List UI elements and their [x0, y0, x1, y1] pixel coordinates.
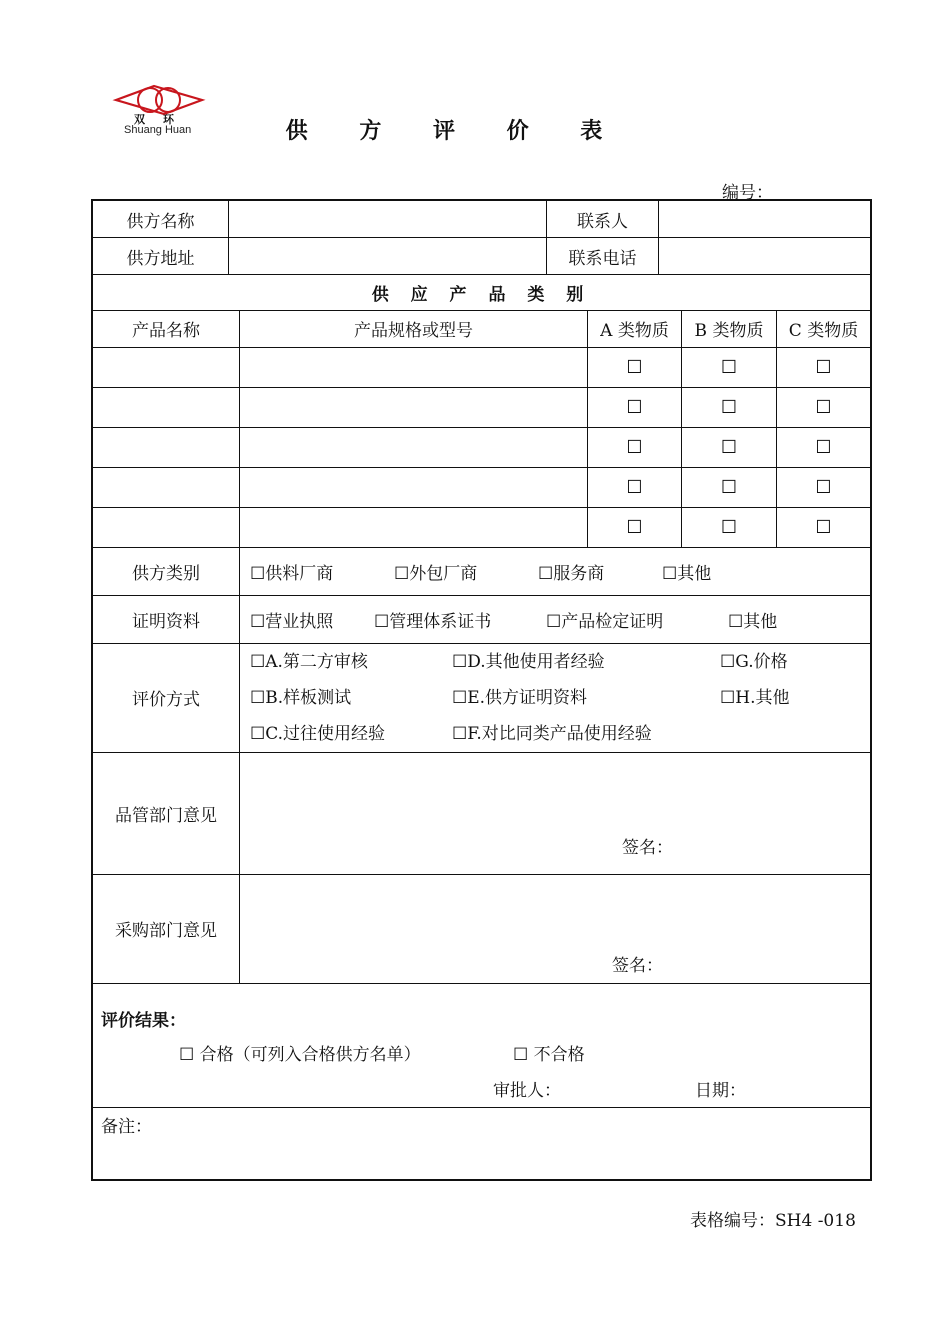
- page-title: 供 方 评 价 表: [285, 118, 625, 144]
- class-c-checkbox[interactable]: ☐: [777, 347, 871, 387]
- supplier-type-option-service[interactable]: ☐服务商: [538, 563, 605, 584]
- class-a-checkbox[interactable]: ☐: [588, 467, 682, 507]
- product-name-cell[interactable]: [93, 507, 240, 547]
- product-spec-cell[interactable]: [240, 467, 588, 507]
- result-pass-option[interactable]: ☐ 合格（可列入合格供方名单）: [179, 1044, 421, 1065]
- purchase-signature-label: 签名：: [612, 955, 663, 976]
- class-b-checkbox[interactable]: ☐: [682, 347, 777, 387]
- phone-label: 联系电话: [547, 238, 659, 275]
- quality-opinion-label: 品管部门意见: [93, 752, 240, 874]
- supplier-address-field[interactable]: [229, 238, 547, 275]
- table-row: [93, 427, 871, 467]
- class-b-checkbox[interactable]: ☐: [682, 387, 777, 427]
- method-option-d[interactable]: ☐D.其他使用者经验: [452, 651, 605, 672]
- quality-signature-label: 签名：: [622, 837, 673, 858]
- evaluation-method-label: 评价方式: [93, 643, 240, 752]
- class-a-checkbox[interactable]: ☐: [588, 387, 682, 427]
- remarks-label: 备注：: [101, 1116, 152, 1137]
- table-row: [93, 347, 871, 387]
- class-c-checkbox[interactable]: ☐: [777, 467, 871, 507]
- col-class-c: C 类物质: [777, 311, 871, 347]
- class-c-checkbox[interactable]: ☐: [777, 507, 871, 547]
- product-table: [92, 311, 871, 1180]
- product-name-cell[interactable]: [93, 347, 240, 387]
- form-code: 表格编号：SH4 -018: [690, 1211, 856, 1231]
- approver-label: 审批人：: [493, 1080, 561, 1101]
- method-option-c[interactable]: ☐C.过往使用经验: [250, 723, 386, 744]
- product-name-cell[interactable]: [93, 387, 240, 427]
- product-spec-cell[interactable]: [240, 507, 588, 547]
- product-spec-cell[interactable]: [240, 387, 588, 427]
- method-option-a[interactable]: ☐A.第二方审核: [250, 651, 368, 672]
- product-spec-cell[interactable]: [240, 427, 588, 467]
- supplier-address-label: 供方地址: [93, 238, 229, 275]
- certificates-options: [240, 595, 871, 643]
- class-a-checkbox[interactable]: ☐: [588, 427, 682, 467]
- supplier-info-table: [92, 200, 871, 311]
- supplier-type-label: 供方类别: [93, 547, 240, 595]
- class-c-checkbox[interactable]: ☐: [777, 387, 871, 427]
- method-option-e[interactable]: ☐E.供方证明资料: [452, 687, 588, 708]
- certificates-label: 证明资料: [93, 595, 240, 643]
- logo-english-text: Shuang Huan: [124, 124, 192, 136]
- supplier-type-option-other[interactable]: ☐其他: [662, 563, 712, 584]
- method-option-b[interactable]: ☐B.样板测试: [250, 687, 352, 708]
- contact-field[interactable]: [659, 201, 871, 238]
- method-option-h[interactable]: ☐H.其他: [720, 687, 790, 708]
- table-row: [93, 467, 871, 507]
- purchase-opinion-field[interactable]: [240, 874, 871, 983]
- product-name-cell[interactable]: [93, 427, 240, 467]
- class-a-checkbox[interactable]: ☐: [588, 347, 682, 387]
- quality-opinion-field[interactable]: [240, 752, 871, 874]
- method-option-g[interactable]: ☐G.价格: [720, 651, 788, 672]
- table-row: [93, 387, 871, 427]
- supplier-type-options: [240, 547, 871, 595]
- evaluation-result-section: [93, 983, 871, 1107]
- product-section-title: 供 应 产 品 类 别: [93, 275, 871, 311]
- class-b-checkbox[interactable]: ☐: [682, 467, 777, 507]
- col-product-spec: 产品规格或型号: [240, 311, 588, 347]
- class-b-checkbox[interactable]: ☐: [682, 507, 777, 547]
- phone-field[interactable]: [659, 238, 871, 275]
- result-fail-option[interactable]: ☐ 不合格: [513, 1044, 585, 1065]
- class-c-checkbox[interactable]: ☐: [777, 427, 871, 467]
- document-number-label: 编号：: [722, 183, 773, 203]
- col-class-b: B 类物质: [682, 311, 777, 347]
- certificate-option-system[interactable]: ☐管理体系证书: [374, 611, 492, 632]
- class-a-checkbox[interactable]: ☐: [588, 507, 682, 547]
- certificate-option-inspection[interactable]: ☐产品检定证明: [546, 611, 664, 632]
- evaluation-result-label: 评价结果：: [101, 1010, 186, 1031]
- logo-chinese-text: 双环: [134, 113, 192, 126]
- certificate-option-license[interactable]: ☐营业执照: [250, 611, 334, 632]
- supplier-type-option-outsource[interactable]: ☐外包厂商: [394, 563, 478, 584]
- table-row: [93, 507, 871, 547]
- evaluation-method-options: [240, 643, 871, 752]
- supplier-name-field[interactable]: [229, 201, 547, 238]
- class-b-checkbox[interactable]: ☐: [682, 427, 777, 467]
- evaluation-form: [91, 199, 872, 1181]
- supplier-name-label: 供方名称: [93, 201, 229, 238]
- product-spec-cell[interactable]: [240, 347, 588, 387]
- supplier-type-option-material[interactable]: ☐供料厂商: [250, 563, 334, 584]
- col-class-a: A 类物质: [588, 311, 682, 347]
- certificate-option-other[interactable]: ☐其他: [728, 611, 778, 632]
- contact-label: 联系人: [547, 201, 659, 238]
- col-product-name: 产品名称: [93, 311, 240, 347]
- purchase-opinion-label: 采购部门意见: [93, 874, 240, 983]
- remarks-field[interactable]: [93, 1107, 871, 1179]
- date-label: 日期：: [695, 1080, 746, 1101]
- method-option-f[interactable]: ☐F.对比同类产品使用经验: [452, 723, 652, 744]
- product-name-cell[interactable]: [93, 467, 240, 507]
